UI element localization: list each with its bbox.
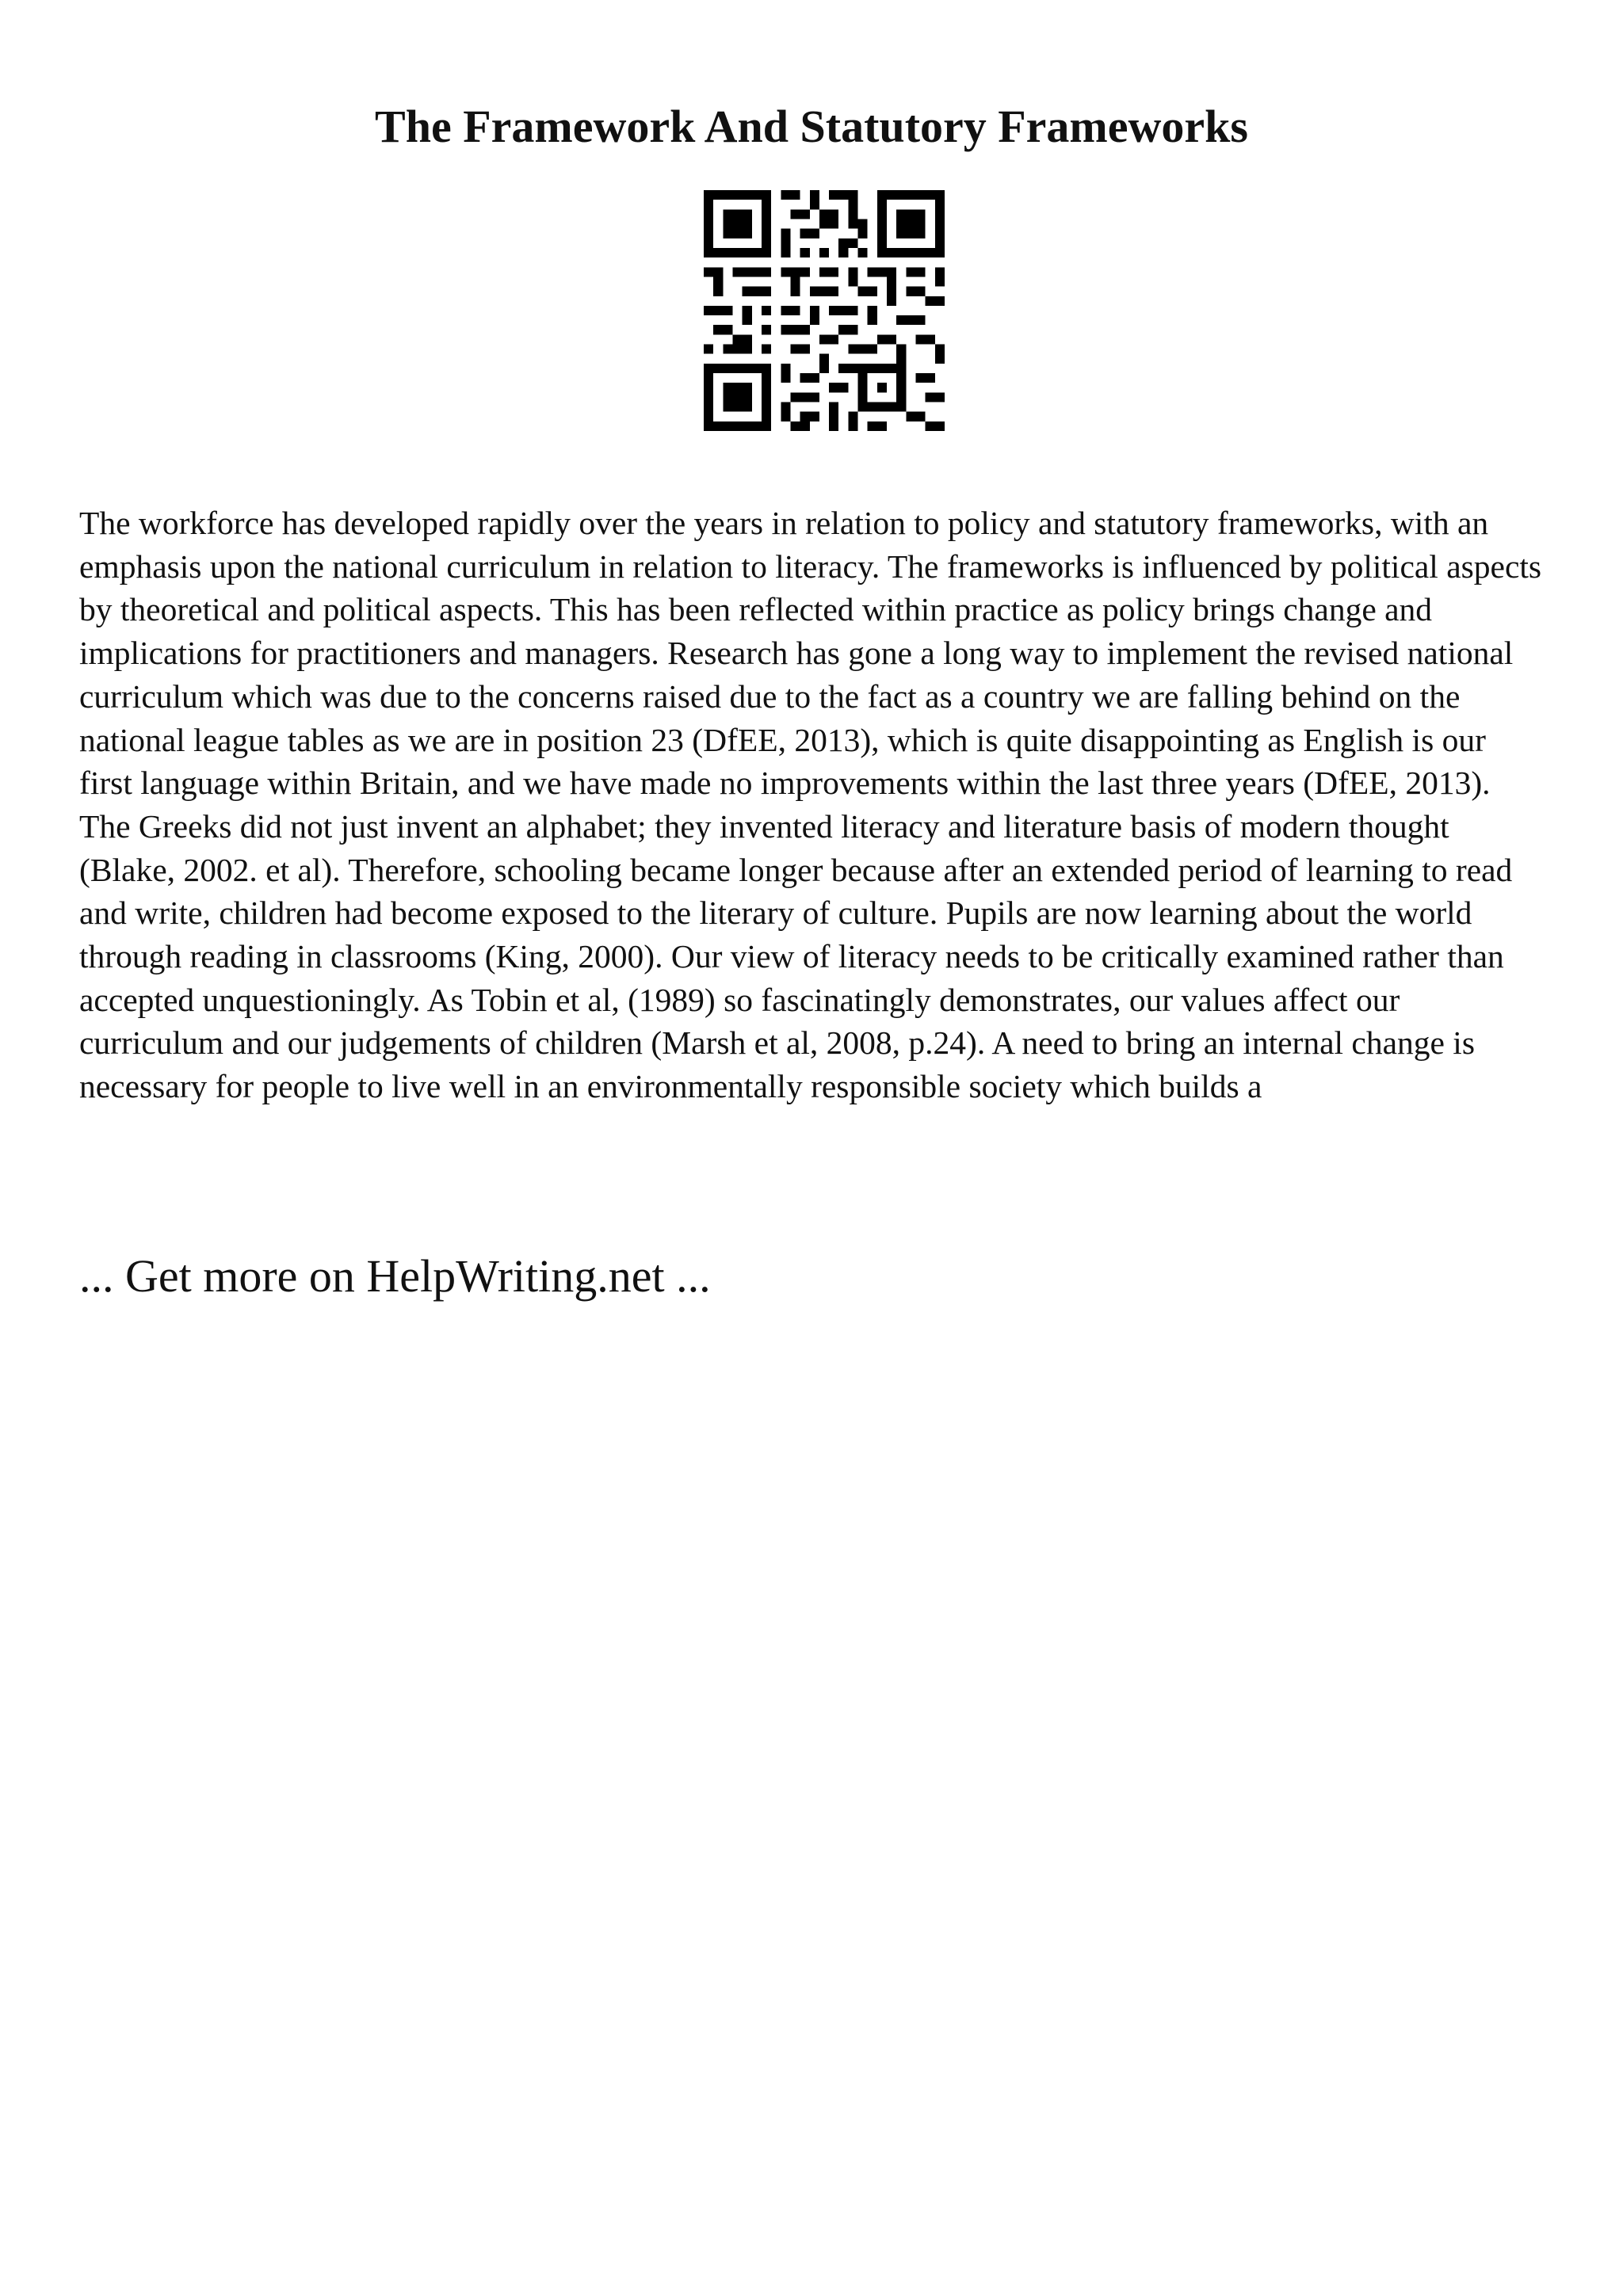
page-title: The Framework And Statutory Frameworks [375, 101, 1248, 152]
qr-code-icon[interactable] [704, 190, 945, 431]
get-more-link[interactable]: ... Get more on HelpWriting.net ... [79, 1250, 711, 1302]
body-paragraph: The workforce has developed rapidly over the years in relation to policy and statutory frameworks, with an emphasis upon the national curriculum in relation to literacy. The frameworks is influenced by political aspects by theoretical and political aspects. This has been reflected within practice as policy brings change and implications for practitioners and managers. Research has gone a long way to implement the revised national curriculum which was due to the concerns raised due to the fact as a country we are falling behind on the national league tables as we are in position 23 (DfEE, 2013), which is quite disappointing as English is our first language within Britain, and we have made no improvements within the last three years (DfEE, 2013). The Greeks did not just invent an alphabet; they invented literacy and literature basis of modern thought (Blake, 2002. et al). Therefore, schooling became longer because after an extended period of learning to read and write, children had become exposed to the literary of culture. Pupils are now learning about the world through reading in classrooms (King, 2000). Our view of literacy needs to be critically examined rather than accepted unquestioningly. As Tobin et al, (1989) so fascinatingly demonstrates, our values affect our curriculum and our judgements of children (Marsh et al, 2008, p.24). A need to bring an internal change is necessary for people to live well in an environmentally responsible society which builds a [79, 505, 1542, 1105]
